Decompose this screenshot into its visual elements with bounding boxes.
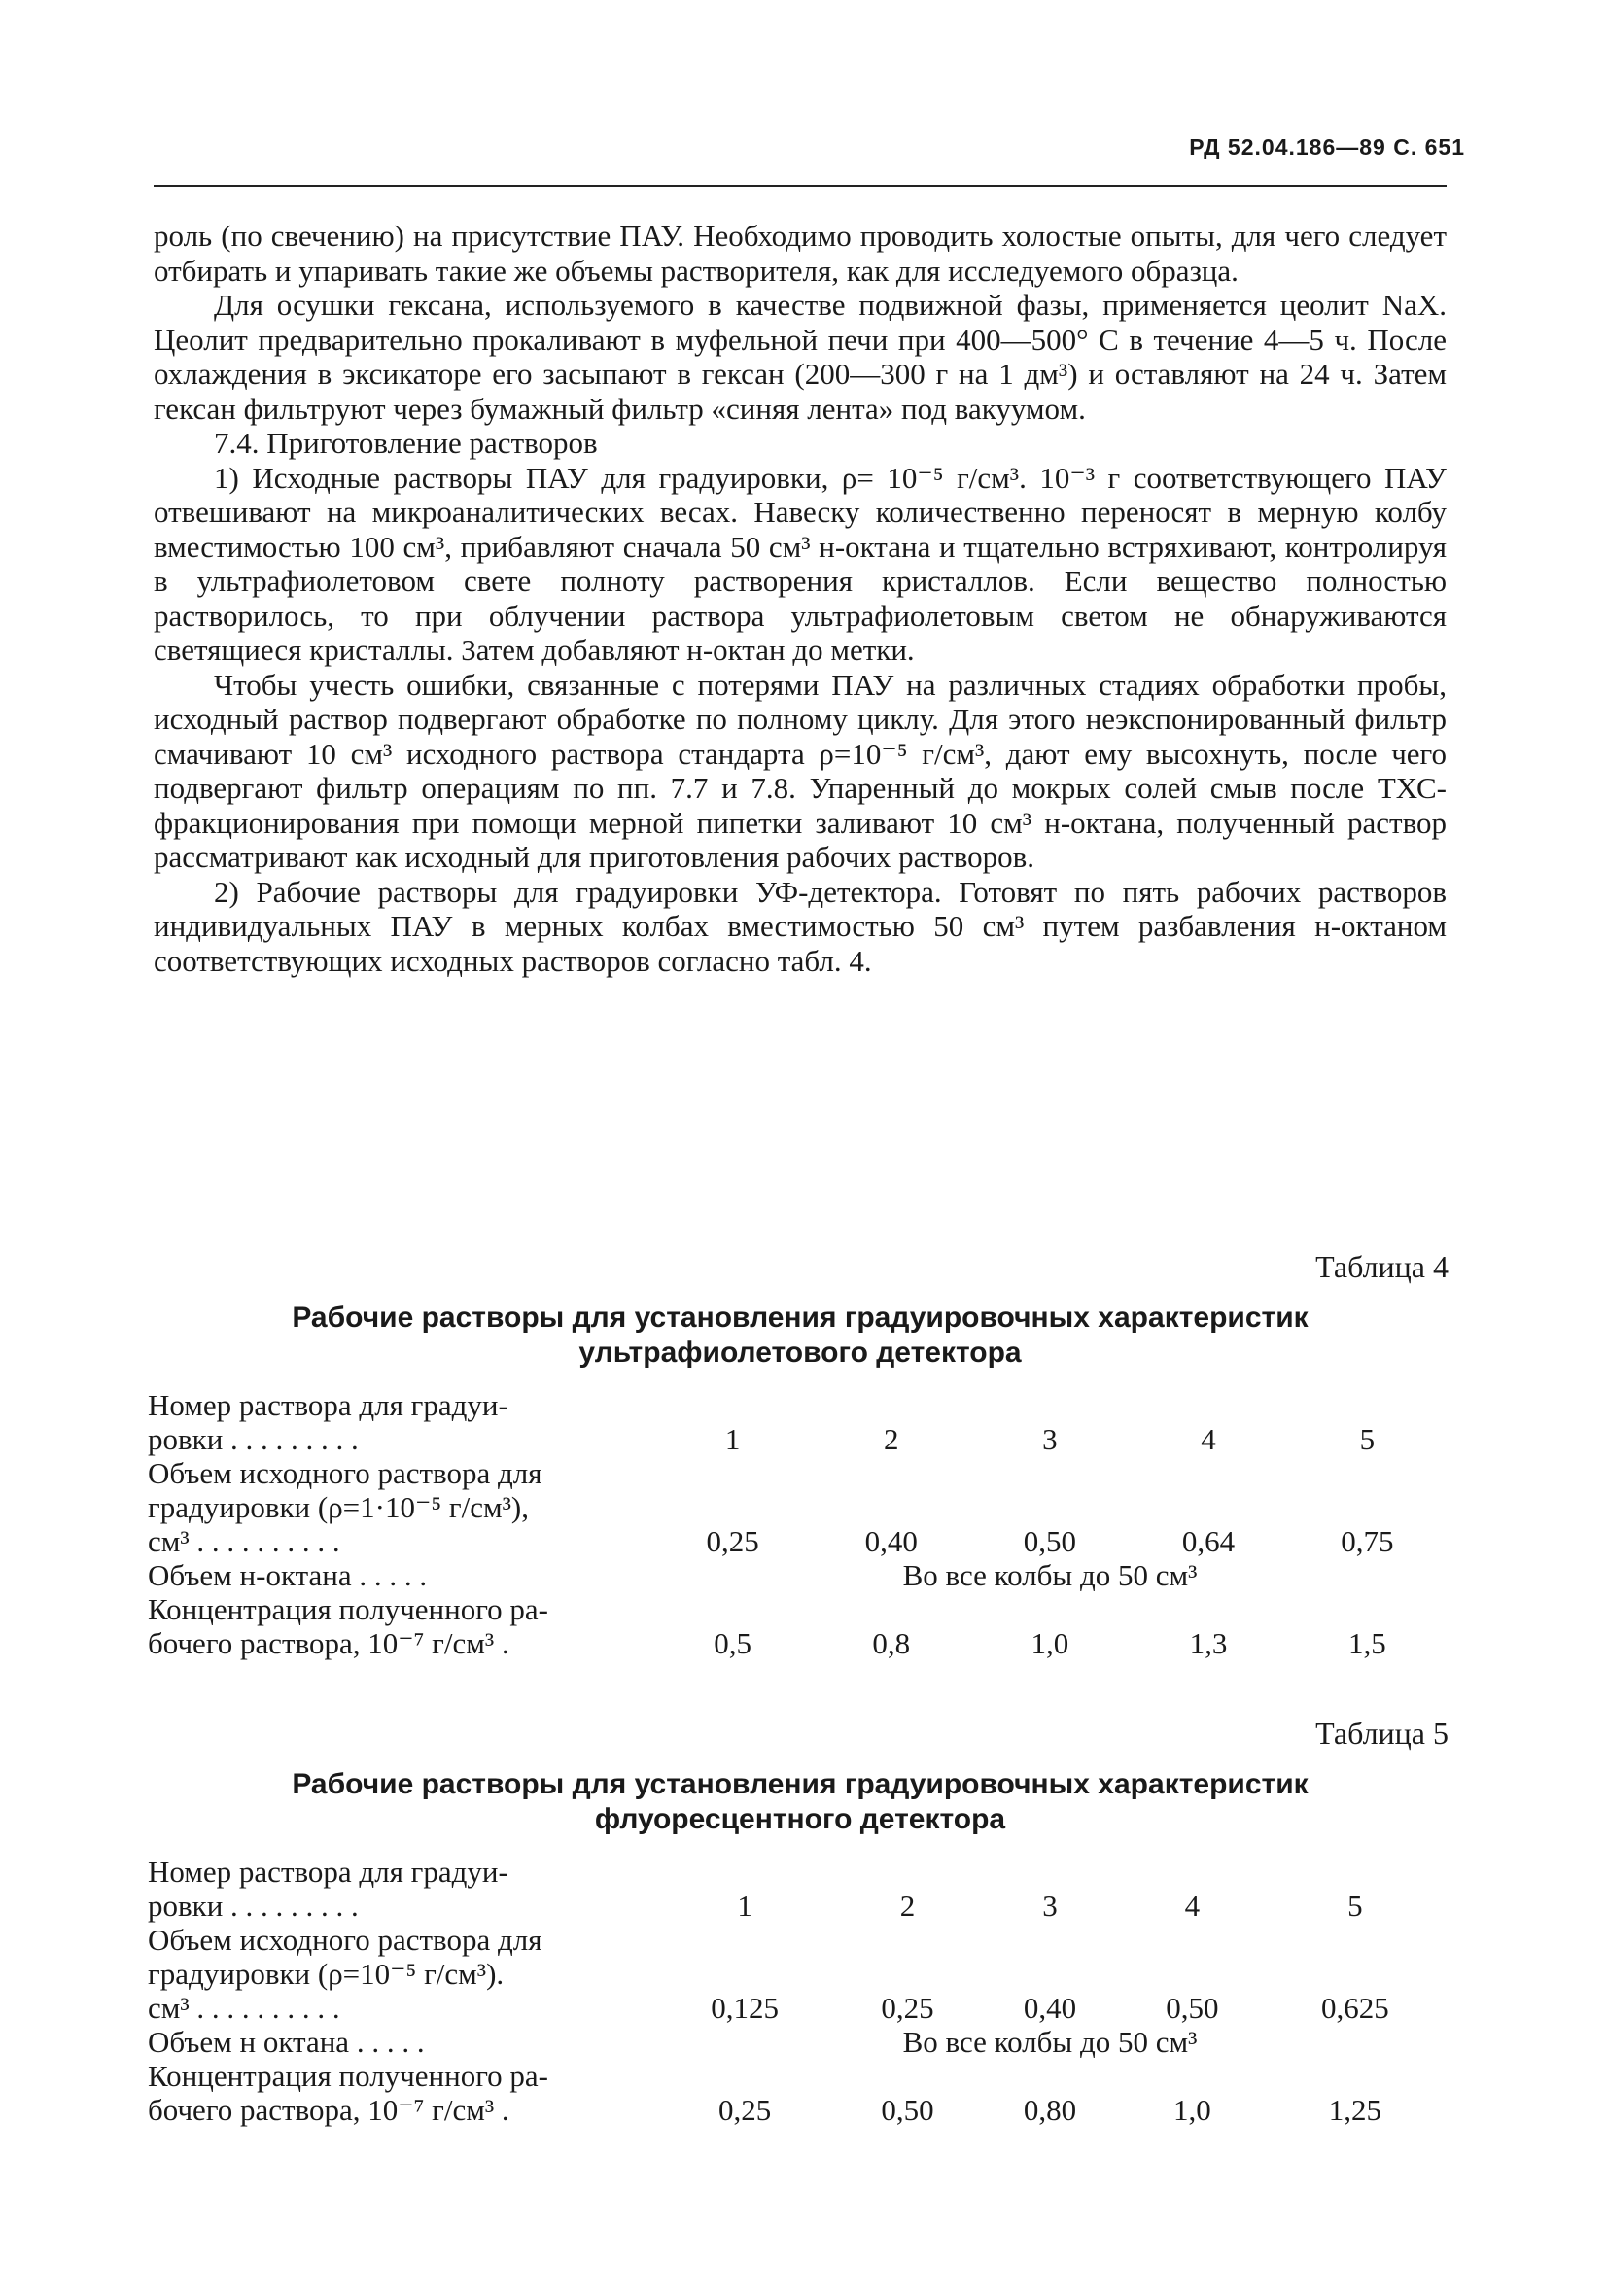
cell-value: 0,40 — [1023, 1991, 1077, 2025]
row-label: Объем исходного раствора для градуировки (ρ=10⁻⁵ г/см³). см³ . . . . . . . . . . — [148, 1923, 542, 2025]
table-4-title — [154, 1301, 1447, 1371]
row-label: Объем исходного раствора для градуировки (ρ=1·10⁻⁵ г/см³), см³ . . . . . . . . . . — [148, 1456, 542, 1558]
row-label: Номер раствора для градуи- ровки . . . . . . . . . — [148, 1388, 508, 1456]
row-label: Номер раствора для градуи- ровки . . . . . . . . . — [148, 1855, 508, 1923]
cell-value: 0,50 — [1166, 1991, 1219, 2025]
cell-value: 0,5 — [714, 1626, 751, 1660]
cell-value: 0,25 — [706, 1524, 759, 1558]
table-row — [148, 1592, 1447, 1660]
table-4-caption: Таблица 4 — [1315, 1249, 1449, 1284]
table-4 — [148, 1388, 1447, 1660]
row-label: Концентрация полученного ра- бочего раствора, 10⁻⁷ г/см³ . — [148, 1592, 548, 1660]
row-label: Концентрация полученного ра- бочего раствора, 10⁻⁷ г/см³ . — [148, 2059, 548, 2127]
row-label: Объем н-октана . . . . . — [148, 1558, 428, 1592]
table-5-caption: Таблица 5 — [1315, 1716, 1449, 1751]
table-5 — [148, 1855, 1447, 2127]
paragraph-4: Чтобы учесть ошибки, связанные с потерями ПАУ на различных стадиях обработки пробы, исходный раствор подвергают обработке по полному циклу. Для этого неэкспонированный фильтр смачивают 10 см³ исходного раствора стандарта ρ=10⁻⁵ г/см³, дают ему высохнуть, после чего подвергают фильтр операциям по пп. 7.7 и 7.8. Упаренный до мокрых солей смыв после ТХС-фракционирования при помощи мерной пипетки заливают 10 см³ н-октана, полученный раствор рассматривают как исходный для приготовления рабочих растворов. — [154, 667, 1447, 874]
cell-value: 0,80 — [1023, 2093, 1077, 2127]
cell-value: 0,25 — [881, 1991, 934, 2025]
table-row — [148, 1558, 1447, 1592]
paragraph-5: 2) Рабочие растворы для градуировки УФ-детектора. Готовят по пять рабочих растворов индивидуальных ПАУ в мерных колбах вместимостью 50 см³ путем разбавления н-октаном соответствующих исходных растворов согласно табл. 4. — [154, 874, 1447, 978]
cell-value: 0,50 — [881, 2093, 934, 2127]
cell-value: 3 — [1042, 1889, 1058, 1923]
cell-value: 4 — [1184, 1889, 1201, 1923]
table-5-title — [154, 1767, 1447, 1837]
cell-value: 0,8 — [872, 1626, 911, 1660]
cell-value: 1,3 — [1189, 1626, 1228, 1660]
body-text — [154, 219, 1447, 978]
table-4-title-line-2: ультрафиолетового детектора — [578, 1337, 1022, 1369]
cell-span: Во все колбы до 50 см³ — [902, 2025, 1198, 2059]
cell-value: 1 — [737, 1889, 752, 1923]
table-row — [148, 2059, 1447, 2127]
cell-value: 1,25 — [1328, 2093, 1381, 2127]
section-heading-7-4: 7.4. Приготовление растворов — [214, 426, 598, 460]
cell-value: 1 — [724, 1422, 741, 1456]
table-row — [148, 1855, 1447, 1923]
table-5-title-line-2: флуоресцентного детектора — [594, 1803, 1006, 1835]
table-row — [148, 1388, 1447, 1456]
cell-value: 4 — [1201, 1422, 1216, 1456]
paragraph-1: роль (по свечению) на присутствие ПАУ. Необходимо проводить холостые опыты, для чего следует отбирать и упаривать такие же объемы растворителя, как для исследуемого образца. — [154, 219, 1447, 288]
cell-value: 2 — [883, 1422, 899, 1456]
header-rule — [154, 185, 1447, 187]
running-head: РД 52.04.186—89 С. 651 — [1189, 134, 1465, 159]
cell-value: 1,5 — [1347, 1626, 1386, 1660]
cell-value: 1,0 — [1173, 2093, 1211, 2127]
cell-value: 5 — [1347, 1889, 1363, 1923]
paragraph-3: 1) Исходные растворы ПАУ для градуировки, ρ= 10⁻⁵ г/см³. 10⁻³ г соответствующего ПАУ отвешивают на микроаналитических весах. Навеску количественно переносят в мерную колбу вместимостью 100 см³, прибавляют сначала 50 см³ н-октана и тщательно встряхивают, контролируя в ультрафиолетовом свете полноту растворения кристаллов. Если вещество полностью растворилось, то при облучении раствора ультрафиолетовым светом не обнаруживаются светящиеся кристаллы. Затем добавляют н-октан до метки. — [154, 460, 1447, 667]
cell-value: 1,0 — [1031, 1626, 1069, 1660]
row-label: Объем н октана . . . . . — [148, 2025, 425, 2059]
cell-value: 5 — [1359, 1422, 1376, 1456]
table-row — [148, 1923, 1447, 2025]
cell-value: 0,75 — [1341, 1524, 1394, 1558]
cell-value: 0,40 — [864, 1524, 918, 1558]
table-row — [148, 1456, 1447, 1558]
cell-value: 0,125 — [711, 1991, 780, 2025]
cell-value: 0,25 — [718, 2093, 772, 2127]
cell-value: 0,64 — [1181, 1524, 1236, 1558]
cell-value: 0,625 — [1320, 1991, 1389, 2025]
table-row — [148, 2025, 1447, 2059]
cell-value: 3 — [1042, 1422, 1058, 1456]
table-4-title-line-1: Рабочие растворы для установления градуировочных характеристик — [292, 1302, 1309, 1334]
cell-span: Во все колбы до 50 см³ — [902, 1558, 1198, 1592]
table-5-title-line-1: Рабочие растворы для установления градуировочных характеристик — [292, 1768, 1309, 1800]
cell-value: 2 — [899, 1889, 916, 1923]
paragraph-2: Для осушки гексана, используемого в качестве подвижной фазы, применяется цеолит NaX. Цеолит предварительно прокаливают в муфельной печи при 400—500° С в течение 4—5 ч. После охлаждения в эксикаторе его засыпают в гексан (200—300 г на 1 дм³) и оставляют на 24 ч. Затем гексан фильтруют через бумажный фильтр «синяя лента» под вакуумом. — [154, 288, 1447, 426]
cell-value: 0,50 — [1023, 1524, 1077, 1558]
